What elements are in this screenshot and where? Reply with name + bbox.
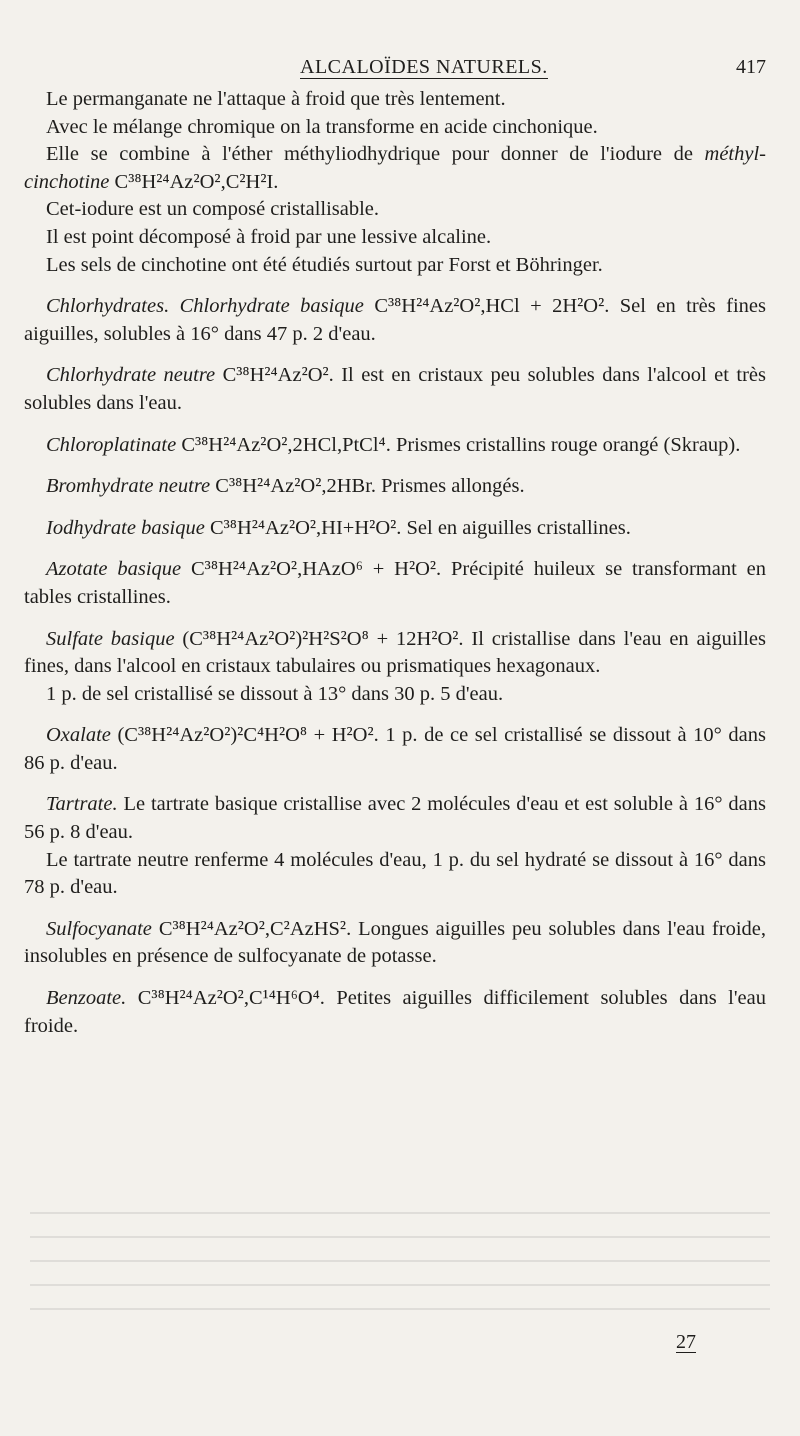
paragraph: 1 p. de sel cristallisé se dissout à 13° dans 30 p. 5 d'eau.	[46, 682, 504, 705]
salt-name: Benzoate.	[46, 987, 127, 1010]
salt-name: Oxalate	[46, 724, 111, 747]
show-through-text	[0, 1190, 800, 1390]
salt-name: Chlorhydrates. Chlorhydrate basique	[46, 295, 364, 318]
paragraph: Chlorhydrates. Chlorhydrate basique C³⁸H²⁴Az²O²,HCl + 2H²O². Sel en très fines aiguilles, solubles à 16° dans 47 p. 2 d'eau.	[24, 295, 766, 345]
paragraph: Benzoate. C³⁸H²⁴Az²O²,C¹⁴H⁶O⁴. Petites aiguilles difficilement solubles dans l'eau froide.	[24, 987, 766, 1037]
paragraph: Le tartrate neutre renferme 4 molécules d'eau, 1 p. du sel hydraté se dissout à 16° dans 78 p. d'eau.	[24, 848, 766, 899]
paragraph: Azotate basique C³⁸H²⁴Az²O²,HAzO⁶ + H²O². Précipité huileux se transformant en tables cristallines.	[24, 558, 766, 608]
paragraph: Bromhydrate neutre C³⁸H²⁴Az²O²,2HBr. Prismes allongés.	[46, 475, 525, 498]
salt-name: Chloroplatinate	[46, 433, 177, 456]
salt-name: Sulfate basique	[46, 627, 175, 650]
salt-name: Tartrate.	[46, 793, 118, 816]
paragraph: Avec le mélange chromique on la transforme en acide cinchonique.	[46, 115, 598, 138]
salt-name: Bromhydrate neutre	[46, 475, 211, 498]
salt-name: Azotate basique	[46, 558, 182, 581]
page-number: 417	[736, 56, 766, 78]
paragraph: Chloroplatinate C³⁸H²⁴Az²O²,2HCl,PtCl⁴. Prismes cristallins rouge orangé (Skraup).	[46, 433, 741, 456]
paragraph: Tartrate. Le tartrate basique cristallise avec 2 molécules d'eau et est soluble à 16° dans 56 p. 8 d'eau.	[24, 793, 766, 844]
paragraph: Oxalate (C³⁸H²⁴Az²O²)²C⁴H²O⁸ + H²O². 1 p. de ce sel cristallisé se dissout à 10° dans 86 p. d'eau.	[24, 724, 766, 774]
signature-mark: 27	[676, 1331, 696, 1353]
salt-name: Chlorhydrate neutre	[46, 364, 216, 387]
paragraph: Sulfocyanate C³⁸H²⁴Az²O²,C²AzHS². Longues aiguilles peu solubles dans l'eau froide, insolubles en présence de sulfocyanate de potasse.	[24, 917, 766, 968]
page-header	[0, 52, 800, 82]
paragraph: Il est point décomposé à froid par une lessive alcaline.	[46, 225, 492, 248]
salt-name: Sulfocyanate	[46, 917, 152, 940]
paragraph: Cet-iodure est un composé cristallisable.	[46, 198, 380, 221]
paragraph: Les sels de cinchotine ont été étudiés surtout par Forst et Böhringer.	[46, 253, 603, 276]
salt-name: Iodhydrate basique	[46, 516, 205, 539]
body-text	[24, 86, 766, 1040]
compound-name: méthyl-cinchotine	[24, 143, 766, 193]
paragraph: Elle se combine à l'éther méthyliodhydrique pour donner de l'iodure de méthyl-cinchotine C³⁸H²⁴Az²O²,C²H²I.	[24, 143, 766, 193]
paragraph: Chlorhydrate neutre C³⁸H²⁴Az²O². Il est en cristaux peu solubles dans l'alcool et très solubles dans l'eau.	[24, 364, 766, 414]
paragraph: Le permanganate ne l'attaque à froid que très lentement.	[46, 88, 506, 110]
running-title: ALCALOÏDES NATURELS.	[300, 56, 548, 78]
paragraph: Iodhydrate basique C³⁸H²⁴Az²O²,HI+H²O². Sel en aiguilles cristallines.	[46, 516, 631, 539]
paragraph: Sulfate basique (C³⁸H²⁴Az²O²)²H²S²O⁸ + 12H²O². Il cristallise dans l'eau en aiguilles fines, dans l'alcool en cristaux tabulaires ou prismatiques hexagonaux.	[24, 627, 766, 678]
